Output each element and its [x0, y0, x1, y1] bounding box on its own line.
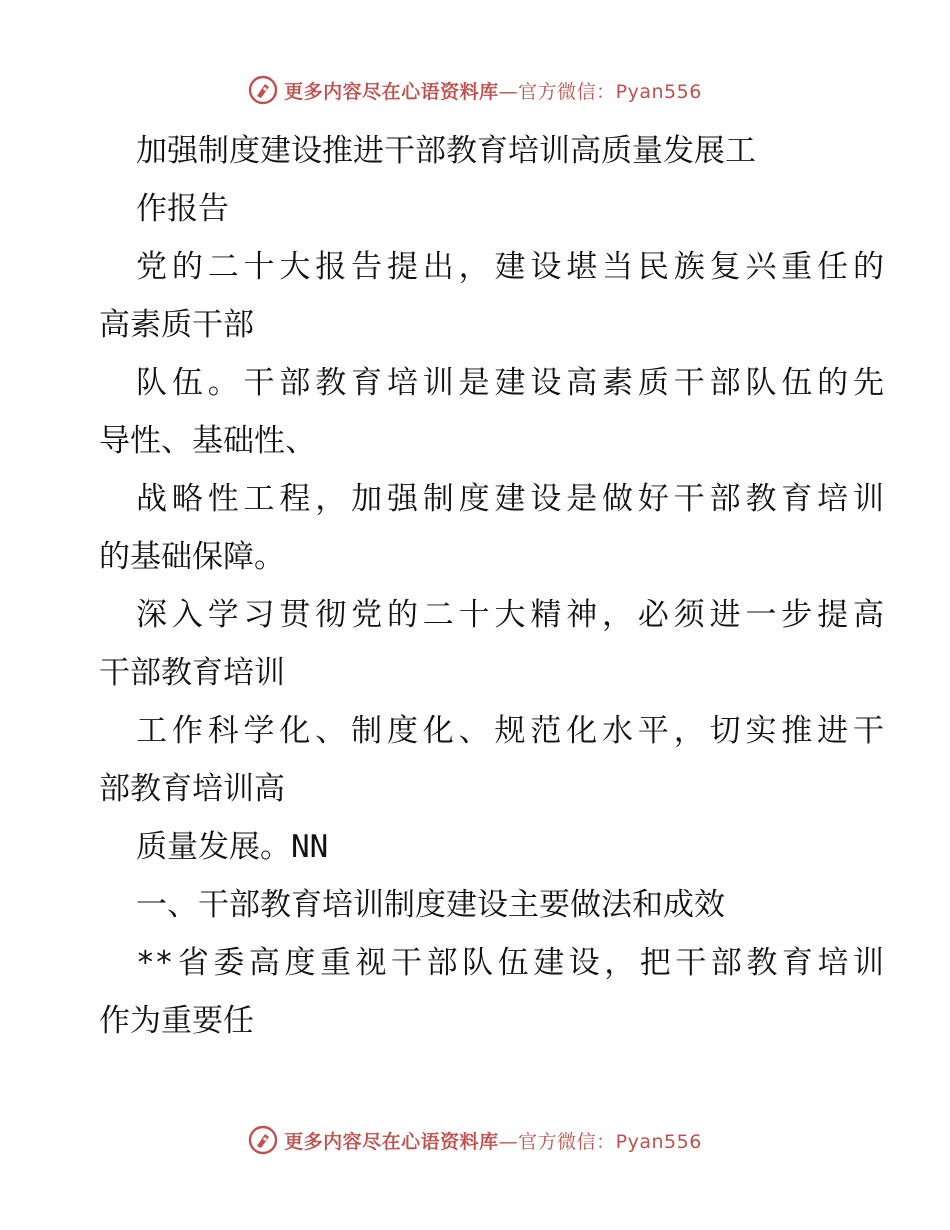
text-line: 部教育培训高: [99, 771, 285, 807]
text-line: 作报告: [136, 191, 229, 227]
text-line: 党的二十大报告提出，建设堪当民族复兴重任的: [136, 249, 884, 285]
text-line: **省委高度重视干部队伍建设，把干部教育培训: [136, 945, 884, 981]
text-line: 战略性工程，加强制度建设是做好干部教育培训: [136, 481, 884, 517]
text-line: 队伍。干部教育培训是建设高素质干部队伍的先: [136, 365, 884, 401]
document-body: [99, 122, 884, 1050]
text-line: 质量发展。NN: [136, 829, 329, 865]
text-line: 作为重要任: [99, 1003, 254, 1039]
header-watermark: [0, 70, 950, 110]
watermark-text: 更多内容尽在心语资料库—官方微信：Pyan556: [284, 80, 702, 103]
text-line: 导性、基础性、: [99, 423, 316, 459]
text-line: 一、干部教育培训制度建设主要做法和成效: [136, 887, 725, 923]
text-line: 干部教育培训: [99, 655, 285, 691]
footer-watermark: [0, 1120, 950, 1160]
text-line: 的基础保障。: [99, 539, 285, 575]
pen-nib-circle-icon: [248, 1125, 278, 1155]
text-line: 高素质干部: [99, 307, 254, 343]
text-line: 工作科学化、制度化、规范化水平，切实推进干: [136, 713, 884, 749]
pen-nib-circle-icon: [248, 75, 278, 105]
text-line: 加强制度建设推进干部教育培训高质量发展工: [136, 133, 756, 169]
text-line: 深入学习贯彻党的二十大精神，必须进一步提高: [136, 597, 884, 633]
watermark-text: 更多内容尽在心语资料库—官方微信：Pyan556: [284, 1130, 702, 1153]
